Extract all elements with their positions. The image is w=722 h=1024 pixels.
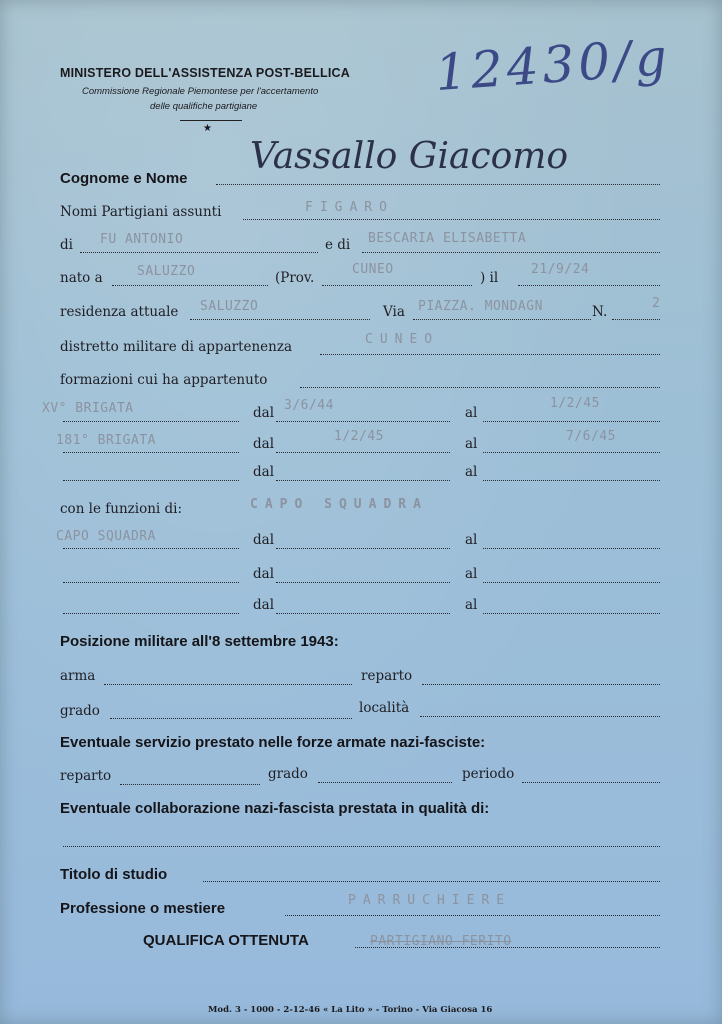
formation-1-al-label: al	[465, 405, 478, 421]
residenza-value: SALUZZO	[200, 299, 259, 314]
service-reparto-line	[120, 784, 260, 785]
localita-label: località	[359, 700, 410, 716]
distretto-line	[320, 354, 660, 355]
edi-value: BESCARIA ELISABETTA	[368, 231, 527, 246]
function-2-line	[63, 582, 239, 583]
arma-label: arma	[60, 668, 96, 684]
nato-label: nato a	[60, 270, 103, 286]
nomi-line	[243, 219, 660, 220]
formation-3-dal-label: dal	[253, 464, 275, 480]
il-line	[518, 285, 660, 286]
formation-2-name: 181° BRIGATA	[56, 433, 156, 448]
collab-line	[63, 846, 660, 847]
via-label: Via	[383, 304, 405, 320]
function-2-al-label: al	[465, 566, 478, 582]
function-2-al-line	[483, 582, 660, 583]
prov-value: CUNEO	[352, 262, 394, 277]
grado-line	[110, 718, 352, 719]
formation-1-dal-label: dal	[253, 405, 275, 421]
function-3-dal-label: dal	[253, 597, 275, 613]
formazioni-line	[300, 387, 660, 388]
header-rule	[180, 120, 242, 121]
function-1-line	[63, 548, 239, 549]
function-1-dal-line	[276, 548, 450, 549]
prov-label: (Prov.	[275, 270, 315, 286]
cognome-line	[216, 184, 660, 185]
function-1-name: CAPO SQUADRA	[56, 529, 156, 544]
formation-1-al: 1/2/45	[550, 396, 600, 411]
via-line	[413, 319, 591, 320]
star-icon: ★	[203, 123, 212, 134]
file-number: 12430/g	[433, 27, 673, 103]
titolo-line	[203, 881, 660, 882]
function-1-al-line	[483, 548, 660, 549]
formation-1-line	[63, 421, 239, 422]
reparto-line	[422, 684, 660, 685]
function-2-dal-label: dal	[253, 566, 275, 582]
function-2-dal-line	[276, 582, 450, 583]
function-3-al-line	[483, 613, 660, 614]
distretto-value: CUNEO	[365, 332, 440, 347]
n-value: 2	[652, 296, 661, 311]
reparto-label: reparto	[361, 668, 413, 684]
formation-3-line	[63, 480, 239, 481]
service-periodo-line	[522, 782, 660, 783]
n-label: N.	[592, 304, 608, 320]
formation-2-dal-line	[276, 452, 450, 453]
function-1-dal-label: dal	[253, 532, 275, 548]
commission-line-2: delle qualifiche partigiane	[150, 101, 258, 112]
qualifica-label: QUALIFICA OTTENUTA	[143, 932, 309, 949]
formation-1-al-line	[483, 421, 660, 422]
qualifica-value: PARTIGIANO FERITO	[370, 934, 512, 949]
formation-3-dal-line	[276, 480, 450, 481]
service-grado-line	[318, 782, 452, 783]
n-line	[612, 319, 660, 320]
nato-line	[112, 285, 268, 286]
ministry-title: MINISTERO DELL'ASSISTENZA POST-BELLICA	[60, 66, 350, 80]
function-1-al-label: al	[465, 532, 478, 548]
di-value: FU ANTONIO	[100, 232, 184, 247]
formation-1-name: XV° BRIGATA	[42, 401, 134, 416]
service-heading: Eventuale servizio prestato nelle forze armate nazi-fasciste:	[60, 734, 486, 751]
nomi-label: Nomi Partigiani assunti	[60, 204, 222, 220]
localita-line	[420, 716, 660, 717]
formation-1-dal-line	[276, 421, 450, 422]
distretto-label: distretto militare di appartenenza	[60, 339, 293, 355]
formation-2-dal-label: dal	[253, 436, 275, 452]
formation-1-dal: 3/6/44	[284, 398, 334, 413]
collab-heading: Eventuale collaborazione nazi-fascista prestata in qualità di:	[60, 800, 490, 817]
form-footer: Mod. 3 - 1000 - 2-12-46 « La Lito » - Torino - Via Giacosa 16	[208, 1005, 493, 1015]
il-value: 21/9/24	[531, 262, 590, 277]
formation-3-al-line	[483, 480, 660, 481]
titolo-label: Titolo di studio	[60, 866, 168, 883]
professione-label: Professione o mestiere	[60, 900, 226, 917]
nomi-value: FIGARO	[305, 200, 394, 215]
professione-line	[285, 915, 660, 916]
grado-label: grado	[60, 703, 100, 719]
cognome-label: Cognome e Nome	[60, 170, 188, 187]
edi-line	[362, 252, 660, 253]
formation-2-dal: 1/2/45	[334, 429, 384, 444]
professione-value: PARRUCHIERE	[348, 893, 512, 908]
formazioni-label: formazioni cui ha appartenuto	[60, 372, 268, 388]
cognome-value: Vassallo Giacomo	[250, 136, 569, 177]
formation-3-al-label: al	[465, 464, 478, 480]
formation-2-al-line	[483, 452, 660, 453]
arma-line	[104, 684, 352, 685]
edi-label: e di	[325, 237, 351, 253]
function-3-dal-line	[276, 613, 450, 614]
formation-2-al-label: al	[465, 436, 478, 452]
formation-2-al: 7/6/45	[566, 429, 616, 444]
commission-line-1: Commissione Regionale Piemontese per l'accertamento	[82, 86, 319, 97]
nato-value: SALUZZO	[137, 264, 196, 279]
funzioni-label: con le funzioni di:	[60, 501, 183, 517]
function-3-line	[63, 613, 239, 614]
service-grado-label: grado	[268, 766, 308, 782]
di-line	[80, 252, 318, 253]
funzioni-value: CAPO SQUADRA	[250, 497, 428, 512]
di-label: di	[60, 237, 73, 253]
il-label: ) il	[480, 270, 499, 286]
residenza-label: residenza attuale	[60, 304, 179, 320]
service-reparto-label: reparto	[60, 768, 112, 784]
formation-2-line	[63, 452, 239, 453]
military-heading: Posizione militare all'8 settembre 1943:	[60, 633, 339, 650]
residenza-line	[190, 319, 370, 320]
via-value: PIAZZA. MONDAGN	[418, 299, 543, 314]
service-periodo-label: periodo	[462, 766, 515, 782]
prov-line	[322, 285, 472, 286]
function-3-al-label: al	[465, 597, 478, 613]
